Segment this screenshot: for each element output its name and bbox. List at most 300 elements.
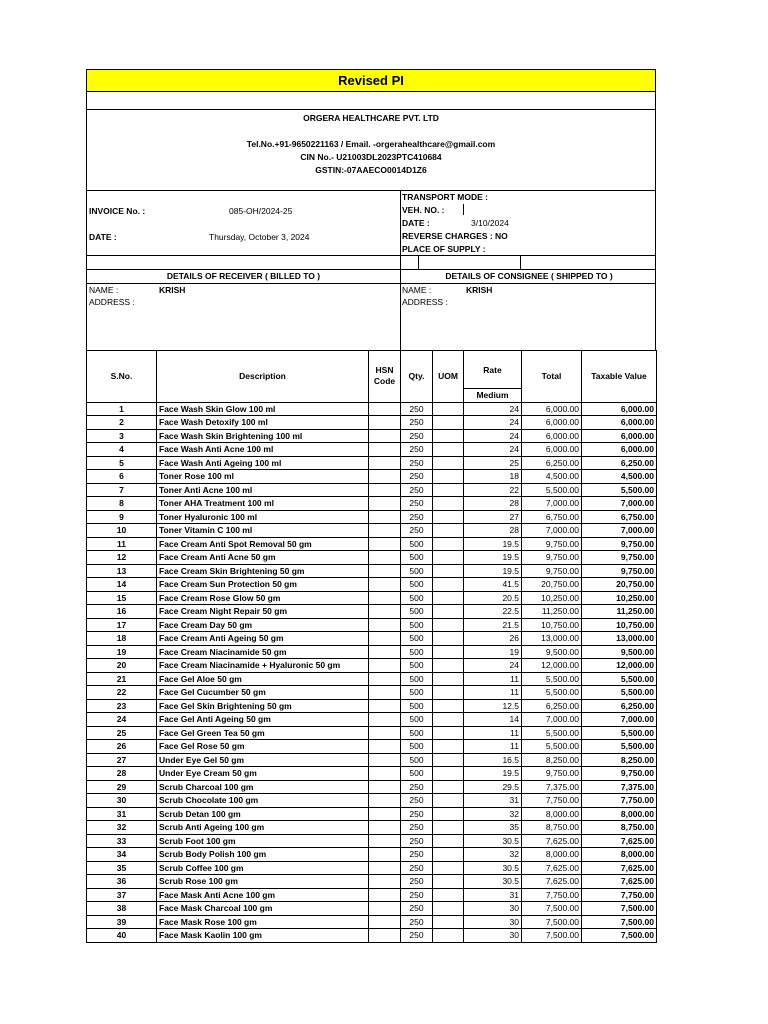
table-row — [87, 902, 657, 916]
row-uom — [433, 699, 464, 713]
row-rate: 28 — [464, 524, 522, 538]
row-description: Face Cream Night Repair 50 gm — [157, 605, 369, 619]
row-sno: 24 — [87, 713, 157, 727]
row-uom — [433, 875, 464, 889]
row-hsn — [369, 794, 401, 808]
col-taxable: Taxable Value — [582, 351, 657, 403]
row-total: 13,000.00 — [522, 632, 582, 646]
row-sno: 22 — [87, 686, 157, 700]
receiver-heading: DETAILS OF RECEIVER ( BILLED TO ) — [166, 271, 321, 281]
row-rate: 24 — [464, 402, 522, 416]
row-description: Toner Vitamin C 100 ml — [157, 524, 369, 538]
row-taxable: 6,000.00 — [582, 443, 657, 457]
row-sno: 31 — [87, 807, 157, 821]
row-taxable: 9,500.00 — [582, 645, 657, 659]
table-row — [87, 578, 657, 592]
row-qty: 250 — [401, 510, 433, 524]
reverse-charges: REVERSE CHARGES : NO — [402, 231, 508, 241]
row-rate: 25 — [464, 456, 522, 470]
row-description: Face Gel Green Tea 50 gm — [157, 726, 369, 740]
table-row — [87, 686, 657, 700]
invoice-no: 085-OH/2024-25 — [229, 206, 293, 216]
row-description: Face Cream Day 50 gm — [157, 618, 369, 632]
row-description: Toner Anti Acne 100 ml — [157, 483, 369, 497]
row-taxable: 12,000.00 — [582, 659, 657, 673]
row-taxable: 9,750.00 — [582, 537, 657, 551]
row-hsn — [369, 632, 401, 646]
row-rate: 11 — [464, 686, 522, 700]
row-qty: 250 — [401, 807, 433, 821]
row-uom — [433, 524, 464, 538]
row-qty: 500 — [401, 753, 433, 767]
row-sno: 29 — [87, 780, 157, 794]
row-hsn — [369, 470, 401, 484]
row-sno: 11 — [87, 537, 157, 551]
row-total: 10,250.00 — [522, 591, 582, 605]
consignee-address-label: ADDRESS : — [402, 297, 448, 307]
row-rate: 22 — [464, 483, 522, 497]
row-qty: 500 — [401, 591, 433, 605]
table-row — [87, 834, 657, 848]
row-uom — [433, 780, 464, 794]
row-rate: 14 — [464, 713, 522, 727]
row-hsn — [369, 875, 401, 889]
row-rate: 12.5 — [464, 699, 522, 713]
row-uom — [433, 740, 464, 754]
row-rate: 24 — [464, 416, 522, 430]
row-description: Toner Hyaluronic 100 ml — [157, 510, 369, 524]
row-hsn — [369, 929, 401, 943]
row-hsn — [369, 402, 401, 416]
row-rate: 24 — [464, 443, 522, 457]
row-total: 5,500.00 — [522, 483, 582, 497]
row-uom — [433, 645, 464, 659]
row-qty: 250 — [401, 456, 433, 470]
row-description: Face Mask Charcoal 100 gm — [157, 902, 369, 916]
row-description: Face Cream Niacinamide + Hyaluronic 50 gm — [157, 659, 369, 673]
row-qty: 500 — [401, 578, 433, 592]
row-sno: 37 — [87, 888, 157, 902]
row-total: 7,375.00 — [522, 780, 582, 794]
row-taxable: 8,000.00 — [582, 807, 657, 821]
row-total: 5,500.00 — [522, 672, 582, 686]
row-taxable: 7,625.00 — [582, 875, 657, 889]
row-qty: 250 — [401, 429, 433, 443]
row-description: Scrub Detan 100 gm — [157, 807, 369, 821]
row-sno: 7 — [87, 483, 157, 497]
row-taxable: 11,250.00 — [582, 605, 657, 619]
row-sno: 9 — [87, 510, 157, 524]
row-sno: 4 — [87, 443, 157, 457]
row-hsn — [369, 564, 401, 578]
row-sno: 18 — [87, 632, 157, 646]
row-description: Scrub Body Polish 100 gm — [157, 848, 369, 862]
receiver-name-label: NAME : — [89, 285, 119, 295]
row-uom — [433, 848, 464, 862]
row-rate: 26 — [464, 632, 522, 646]
receiver-address-label: ADDRESS : — [89, 297, 135, 307]
row-qty: 250 — [401, 888, 433, 902]
row-taxable: 13,000.00 — [582, 632, 657, 646]
row-total: 4,500.00 — [522, 470, 582, 484]
date2: 3/10/2024 — [471, 218, 509, 228]
row-rate: 35 — [464, 821, 522, 835]
table-row — [87, 632, 657, 646]
row-uom — [433, 726, 464, 740]
row-rate: 19 — [464, 645, 522, 659]
row-description: Face Mask Rose 100 gm — [157, 915, 369, 929]
table-row — [87, 605, 657, 619]
row-taxable: 6,000.00 — [582, 416, 657, 430]
row-taxable: 6,250.00 — [582, 699, 657, 713]
row-description: Face Cream Niacinamide 50 gm — [157, 645, 369, 659]
row-qty: 500 — [401, 564, 433, 578]
row-description: Face Mask Kaolin 100 gm — [157, 929, 369, 943]
row-total: 6,250.00 — [522, 699, 582, 713]
row-rate: 29.5 — [464, 780, 522, 794]
row-sno: 10 — [87, 524, 157, 538]
row-qty: 250 — [401, 902, 433, 916]
table-row — [87, 564, 657, 578]
row-uom — [433, 443, 464, 457]
row-total: 7,625.00 — [522, 834, 582, 848]
row-rate: 24 — [464, 659, 522, 673]
row-description: Under Eye Gel 50 gm — [157, 753, 369, 767]
row-taxable: 9,750.00 — [582, 767, 657, 781]
consignee-name-label: NAME : — [402, 285, 432, 295]
row-description: Face Wash Anti Acne 100 ml — [157, 443, 369, 457]
row-description: Toner AHA Treatment 100 ml — [157, 497, 369, 511]
row-total: 7,500.00 — [522, 902, 582, 916]
row-qty: 250 — [401, 915, 433, 929]
row-description: Scrub Chocolate 100 gm — [157, 794, 369, 808]
row-uom — [433, 659, 464, 673]
row-sno: 25 — [87, 726, 157, 740]
row-uom — [433, 821, 464, 835]
table-row — [87, 591, 657, 605]
row-qty: 250 — [401, 821, 433, 835]
row-qty: 500 — [401, 686, 433, 700]
row-hsn — [369, 578, 401, 592]
row-qty: 250 — [401, 929, 433, 943]
row-uom — [433, 672, 464, 686]
table-row — [87, 443, 657, 457]
row-hsn — [369, 834, 401, 848]
row-hsn — [369, 713, 401, 727]
row-hsn — [369, 821, 401, 835]
col-qty: Qty. — [401, 351, 433, 403]
row-rate: 28 — [464, 497, 522, 511]
row-taxable: 7,000.00 — [582, 524, 657, 538]
row-qty: 500 — [401, 605, 433, 619]
row-hsn — [369, 915, 401, 929]
row-hsn — [369, 483, 401, 497]
row-total: 20,750.00 — [522, 578, 582, 592]
row-total: 7,000.00 — [522, 524, 582, 538]
items-body — [87, 402, 657, 942]
row-sno: 19 — [87, 645, 157, 659]
row-hsn — [369, 807, 401, 821]
row-description: Scrub Rose 100 gm — [157, 875, 369, 889]
row-total: 7,750.00 — [522, 888, 582, 902]
row-uom — [433, 497, 464, 511]
company-cin: CIN No.- U21003DL2023PTC410684 — [300, 152, 442, 162]
date-label: DATE : — [89, 232, 117, 242]
row-qty: 500 — [401, 740, 433, 754]
row-taxable: 10,250.00 — [582, 591, 657, 605]
row-hsn — [369, 645, 401, 659]
row-taxable: 7,000.00 — [582, 713, 657, 727]
col-hsn: HSN Code — [369, 351, 401, 403]
row-total: 6,000.00 — [522, 416, 582, 430]
table-row — [87, 672, 657, 686]
row-hsn — [369, 497, 401, 511]
row-sno: 27 — [87, 753, 157, 767]
document-title: Revised PI — [86, 69, 656, 92]
row-description: Face Gel Rose 50 gm — [157, 740, 369, 754]
table-row — [87, 551, 657, 565]
row-sno: 40 — [87, 929, 157, 943]
row-description: Face Cream Rose Glow 50 gm — [157, 591, 369, 605]
invoice-date: Thursday, October 3, 2024 — [209, 232, 310, 242]
row-qty: 500 — [401, 672, 433, 686]
company-gstin: GSTIN:-07AAECO0014D1Z6 — [315, 165, 427, 175]
row-taxable: 7,625.00 — [582, 861, 657, 875]
row-qty: 250 — [401, 497, 433, 511]
row-rate: 18 — [464, 470, 522, 484]
row-hsn — [369, 672, 401, 686]
row-description: Face Wash Skin Brightening 100 ml — [157, 429, 369, 443]
row-qty: 250 — [401, 483, 433, 497]
table-row — [87, 929, 657, 943]
row-uom — [433, 578, 464, 592]
transport-mode-label: TRANSPORT MODE : — [402, 192, 488, 202]
row-description: Face Mask Anti Acne 100 gm — [157, 888, 369, 902]
row-taxable: 6,000.00 — [582, 402, 657, 416]
table-row — [87, 659, 657, 673]
row-total: 7,000.00 — [522, 497, 582, 511]
row-sno: 34 — [87, 848, 157, 862]
row-taxable: 8,000.00 — [582, 848, 657, 862]
row-taxable: 6,750.00 — [582, 510, 657, 524]
row-sno: 16 — [87, 605, 157, 619]
row-description: Scrub Coffee 100 gm — [157, 861, 369, 875]
row-description: Face Gel Aloe 50 gm — [157, 672, 369, 686]
veh-no-label: VEH. NO. : — [402, 205, 445, 215]
row-sno: 26 — [87, 740, 157, 754]
table-row — [87, 740, 657, 754]
items-table — [86, 350, 657, 943]
row-total: 11,250.00 — [522, 605, 582, 619]
row-total: 9,750.00 — [522, 551, 582, 565]
col-uom: UOM — [433, 351, 464, 403]
row-taxable: 10,750.00 — [582, 618, 657, 632]
row-sno: 14 — [87, 578, 157, 592]
row-hsn — [369, 659, 401, 673]
row-rate: 11 — [464, 672, 522, 686]
row-qty: 500 — [401, 551, 433, 565]
row-taxable: 7,750.00 — [582, 794, 657, 808]
row-rate: 30.5 — [464, 861, 522, 875]
row-uom — [433, 551, 464, 565]
row-hsn — [369, 456, 401, 470]
row-total: 6,000.00 — [522, 402, 582, 416]
row-qty: 500 — [401, 699, 433, 713]
row-sno: 21 — [87, 672, 157, 686]
row-uom — [433, 510, 464, 524]
row-sno: 28 — [87, 767, 157, 781]
row-description: Scrub Foot 100 gm — [157, 834, 369, 848]
row-rate: 27 — [464, 510, 522, 524]
row-taxable: 7,000.00 — [582, 497, 657, 511]
col-description: Description — [157, 351, 369, 403]
row-rate: 19.5 — [464, 767, 522, 781]
row-sno: 6 — [87, 470, 157, 484]
table-row — [87, 794, 657, 808]
row-hsn — [369, 524, 401, 538]
row-qty: 500 — [401, 767, 433, 781]
row-total: 7,625.00 — [522, 861, 582, 875]
row-total: 12,000.00 — [522, 659, 582, 673]
company-block — [86, 110, 656, 191]
row-taxable: 20,750.00 — [582, 578, 657, 592]
table-row — [87, 524, 657, 538]
row-total: 9,750.00 — [522, 537, 582, 551]
row-taxable: 6,000.00 — [582, 429, 657, 443]
row-rate: 16.5 — [464, 753, 522, 767]
table-row — [87, 699, 657, 713]
row-description: Face Cream Sun Protection 50 gm — [157, 578, 369, 592]
table-row — [87, 726, 657, 740]
row-total: 7,500.00 — [522, 915, 582, 929]
row-hsn — [369, 861, 401, 875]
row-hsn — [369, 537, 401, 551]
row-uom — [433, 605, 464, 619]
row-qty: 500 — [401, 726, 433, 740]
row-taxable: 7,375.00 — [582, 780, 657, 794]
row-taxable: 5,500.00 — [582, 740, 657, 754]
row-taxable: 7,750.00 — [582, 888, 657, 902]
row-uom — [433, 767, 464, 781]
row-sno: 12 — [87, 551, 157, 565]
table-row — [87, 821, 657, 835]
row-rate: 24 — [464, 429, 522, 443]
row-taxable: 5,500.00 — [582, 686, 657, 700]
row-total: 10,750.00 — [522, 618, 582, 632]
row-rate: 22.5 — [464, 605, 522, 619]
row-hsn — [369, 740, 401, 754]
row-hsn — [369, 551, 401, 565]
table-row — [87, 848, 657, 862]
invoice-details — [86, 191, 656, 270]
row-rate: 30 — [464, 902, 522, 916]
place-of-supply-label: PLACE OF SUPPLY : — [402, 244, 486, 254]
row-qty: 250 — [401, 794, 433, 808]
row-taxable: 7,500.00 — [582, 915, 657, 929]
table-row — [87, 645, 657, 659]
col-total: Total — [522, 351, 582, 403]
row-uom — [433, 861, 464, 875]
row-qty: 250 — [401, 780, 433, 794]
row-hsn — [369, 848, 401, 862]
row-uom — [433, 834, 464, 848]
row-sno: 32 — [87, 821, 157, 835]
row-uom — [433, 686, 464, 700]
row-sno: 13 — [87, 564, 157, 578]
table-row — [87, 861, 657, 875]
row-hsn — [369, 686, 401, 700]
row-uom — [433, 483, 464, 497]
row-rate: 11 — [464, 740, 522, 754]
table-row — [87, 807, 657, 821]
row-qty: 250 — [401, 861, 433, 875]
row-taxable: 5,500.00 — [582, 672, 657, 686]
row-total: 6,000.00 — [522, 443, 582, 457]
row-rate: 30 — [464, 929, 522, 943]
invoice-no-label: INVOICE No. : — [89, 206, 146, 216]
row-hsn — [369, 618, 401, 632]
row-total: 8,000.00 — [522, 848, 582, 862]
table-row — [87, 618, 657, 632]
row-rate: 19.5 — [464, 551, 522, 565]
row-sno: 33 — [87, 834, 157, 848]
table-row — [87, 510, 657, 524]
row-qty: 500 — [401, 645, 433, 659]
table-row — [87, 915, 657, 929]
row-uom — [433, 564, 464, 578]
row-description: Scrub Charcoal 100 gm — [157, 780, 369, 794]
row-rate: 30 — [464, 915, 522, 929]
table-row — [87, 483, 657, 497]
row-uom — [433, 794, 464, 808]
table-row — [87, 713, 657, 727]
row-qty: 250 — [401, 524, 433, 538]
row-taxable: 4,500.00 — [582, 470, 657, 484]
row-qty: 500 — [401, 618, 433, 632]
table-row — [87, 767, 657, 781]
row-sno: 2 — [87, 416, 157, 430]
row-sno: 15 — [87, 591, 157, 605]
row-uom — [433, 456, 464, 470]
row-sno: 1 — [87, 402, 157, 416]
row-total: 5,500.00 — [522, 740, 582, 754]
row-qty: 500 — [401, 537, 433, 551]
row-hsn — [369, 902, 401, 916]
row-taxable: 7,500.00 — [582, 929, 657, 943]
row-sno: 23 — [87, 699, 157, 713]
row-rate: 32 — [464, 848, 522, 862]
table-row — [87, 537, 657, 551]
row-hsn — [369, 726, 401, 740]
row-total: 6,000.00 — [522, 429, 582, 443]
row-rate: 31 — [464, 888, 522, 902]
row-sno: 38 — [87, 902, 157, 916]
row-rate: 32 — [464, 807, 522, 821]
row-total: 9,750.00 — [522, 767, 582, 781]
row-taxable: 5,500.00 — [582, 726, 657, 740]
table-row — [87, 416, 657, 430]
row-rate: 20.5 — [464, 591, 522, 605]
row-description: Face Cream Skin Brightening 50 gm — [157, 564, 369, 578]
row-description: Face Gel Anti Ageing 50 gm — [157, 713, 369, 727]
row-rate: 11 — [464, 726, 522, 740]
row-rate: 21.5 — [464, 618, 522, 632]
row-rate: 19.5 — [464, 537, 522, 551]
row-hsn — [369, 888, 401, 902]
table-row — [87, 402, 657, 416]
row-uom — [433, 713, 464, 727]
row-uom — [433, 402, 464, 416]
